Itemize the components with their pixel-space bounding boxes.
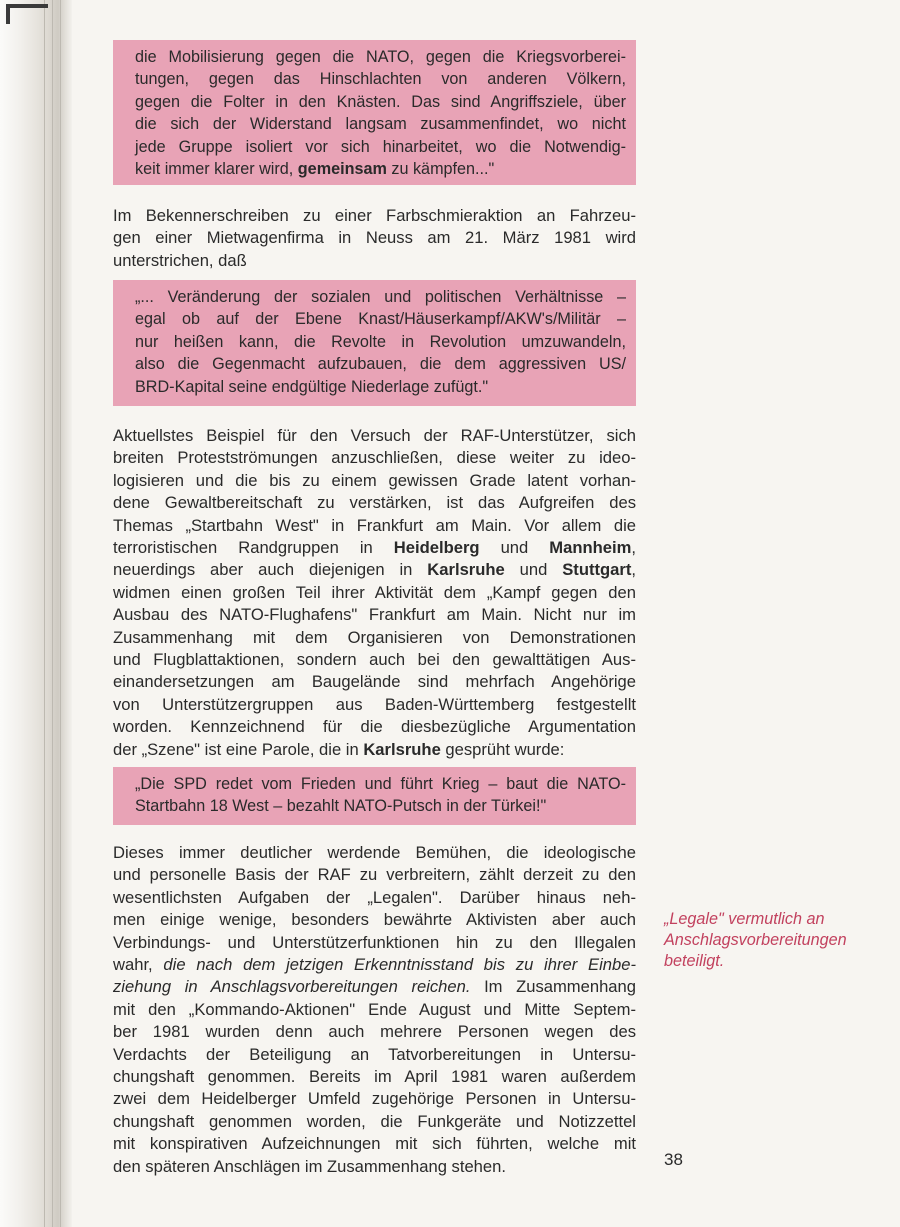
text-fragment: der „Szene" ist eine Parole, die in (113, 739, 364, 759)
gutter-line (52, 0, 53, 1227)
text-line: Verbindungs- und Unterstützerfunktionen hin zu den Illegalen (113, 932, 636, 952)
text-line: und personelle Basis der RAF zu verbreitern, zählt derzeit zu den (113, 865, 636, 885)
text-line: gen einer Mietwagenfirma in Neuss am 21. März 1981 wird (113, 228, 636, 248)
text-line: jede Gruppe isoliert vor sich hinarbeitet, wo die Notwendig- (135, 137, 626, 156)
text-line: mit konspirativen Aufzeichnungen mit sich führten, welche mit (113, 1134, 636, 1154)
book-gutter (0, 0, 72, 1227)
text-line (113, 954, 636, 976)
text-line: Startbahn 18 West – bezahlt NATO-Putsch in der Türkei!" (135, 797, 547, 816)
text-line: chungshaft genommen. Bereits im April 1981 waren außerdem (113, 1067, 636, 1087)
place-name: Karlsruhe (427, 560, 505, 580)
text-line: worden. Kennzeichnend für die diesbezügliche Argumentation (113, 717, 636, 737)
text-line: wesentlichsten Aufgaben der „Legalen". Darüber hinaus neh- (113, 887, 636, 907)
text-fragment: neuerdings aber auch diejenigen in (113, 560, 428, 580)
text-line: chungshaft genommen worden, die Funkgeräte und Notizzettel (113, 1111, 636, 1131)
italic-text: ziehung in Anschlagsvorbereitungen reichen. (113, 977, 471, 997)
text-line: unterstrichen, daß (113, 250, 247, 270)
text-fragment: Im Zusammenhang (470, 977, 636, 997)
text-line: die Mobilisierung gegen die NATO, gegen die Kriegsvorberei- (135, 48, 626, 66)
margin-note-line: „Legale" vermutlich an (664, 910, 825, 928)
text-line: die sich der Widerstand langsam zusammenfindet, wo nicht (135, 115, 626, 134)
text-line: zwei dem Heidelberger Umfeld zugehörige Personen in Untersu- (113, 1089, 636, 1109)
paragraph-2 (113, 425, 636, 761)
text-line (113, 537, 636, 559)
paragraph-1 (113, 205, 636, 272)
margin-note-line: beteiligt. (664, 951, 725, 970)
text-fragment: , (631, 538, 636, 558)
text-line: also die Gegenmacht aufzubauen, die dem aggressiven US/ (135, 355, 626, 374)
text-line: Ausbau des NATO-Flughafens" Frankfurt am Main. Nicht nur im (113, 605, 636, 625)
text-line: breiten Protestströmungen anzuschließen, diese weiter zu ideo- (113, 448, 636, 468)
gutter-line (44, 0, 45, 1227)
text-line: mit den „Kommando-Aktionen" Ende August und Mitte Septem- (113, 999, 636, 1019)
text-fragment: wahr, (113, 955, 164, 975)
italic-text: die nach dem jetzigen Erkenntnisstand bis zu ihrer Einbe- (163, 955, 636, 975)
place-name: Mannheim (549, 538, 632, 558)
text-line: dene Gewaltbereitschaft zu verstärken, ist das Aufgreifen des (113, 493, 636, 513)
text-line: Themas „Startbahn West" in Frankfurt am Main. Vor allem die (113, 515, 636, 535)
margin-note (664, 909, 884, 971)
page-number: 38 (664, 1150, 683, 1169)
place-name: Heidelberg (393, 538, 480, 558)
text-line: gegen die Folter in den Knästen. Das sind Angriffsziele, über (135, 92, 626, 111)
place-name: Karlsruhe (363, 739, 441, 759)
text-line: von Unterstützergruppen aus Baden-Württemberg festgestellt (113, 694, 636, 714)
text-fragment: gesprüht wurde: (440, 739, 565, 759)
text-line (113, 739, 636, 761)
text-line: „Die SPD redet vom Frieden und führt Krieg – baut die NATO- (135, 775, 626, 793)
text-fragment: terroristischen Randgruppen in (113, 538, 394, 558)
gutter-line (60, 0, 61, 1227)
text-line: „... Veränderung der sozialen und politischen Verhältnisse – (135, 288, 626, 306)
highlighted-quote-1 (113, 40, 636, 185)
text-fragment: und (479, 538, 550, 558)
text-line (113, 559, 636, 581)
emphasis-word: gemeinsam (297, 160, 387, 179)
text-line: widmen einen großen Teil ihrer Aktivität dem „Kampf gegen den (113, 582, 636, 602)
text-line: den späteren Anschlägen im Zusammenhang stehen. (113, 1156, 506, 1176)
text-line: Im Bekennerschreiben zu einer Farbschmieraktion an Fahrzeu- (113, 206, 636, 225)
text-fragment: , (631, 560, 636, 580)
place-name: Stuttgart (562, 560, 632, 580)
text-line: ber 1981 wurden denn auch mehrere Personen wegen des (113, 1022, 636, 1042)
text-line: nur heißen kann, die Revolte in Revolution umzuwandeln, (135, 332, 626, 351)
corner-mark (6, 4, 48, 24)
text-line: men einige wenige, besonders bewährte Aktivisten aber auch (113, 910, 636, 930)
text-line: BRD-Kapital seine endgültige Niederlage zufügt." (135, 377, 489, 396)
text-line: und Flugblattaktionen, sondern auch bei den gewalttätigen Aus- (113, 650, 636, 670)
highlighted-quote-3 (113, 767, 636, 825)
text-fragment: und (504, 560, 563, 580)
text-line: Verdachts der Beteiligung an Tatvorbereitungen in Untersu- (113, 1044, 636, 1064)
text-line: Aktuellstes Beispiel für den Versuch der RAF-Unterstützer, sich (113, 426, 636, 445)
text-line: einandersetzungen am Baugelände sind mehrfach Angehörige (113, 672, 636, 692)
text-line (135, 158, 626, 180)
text-line: logisieren und die bis zu einem gewissen Grade latent vorhan- (113, 470, 636, 490)
margin-note-line: Anschlagsvorbereitungen (664, 930, 847, 949)
highlighted-quote-2 (113, 280, 636, 406)
paragraph-3 (113, 842, 636, 1178)
text-line: Dieses immer deutlicher werdende Bemühen, die ideologische (113, 843, 636, 862)
text-fragment: zu kämpfen..." (386, 160, 495, 179)
text-line: tungen, gegen das Hinschlachten von anderen Völkern, (135, 70, 626, 89)
text-line: Zusammenhang mit dem Organisieren von Demonstrationen (113, 627, 636, 647)
text-line: egal ob auf der Ebene Knast/Häuserkampf/AKW's/Militär – (135, 310, 626, 329)
text-line (113, 976, 636, 998)
text-fragment: keit immer klarer wird, (135, 160, 298, 179)
